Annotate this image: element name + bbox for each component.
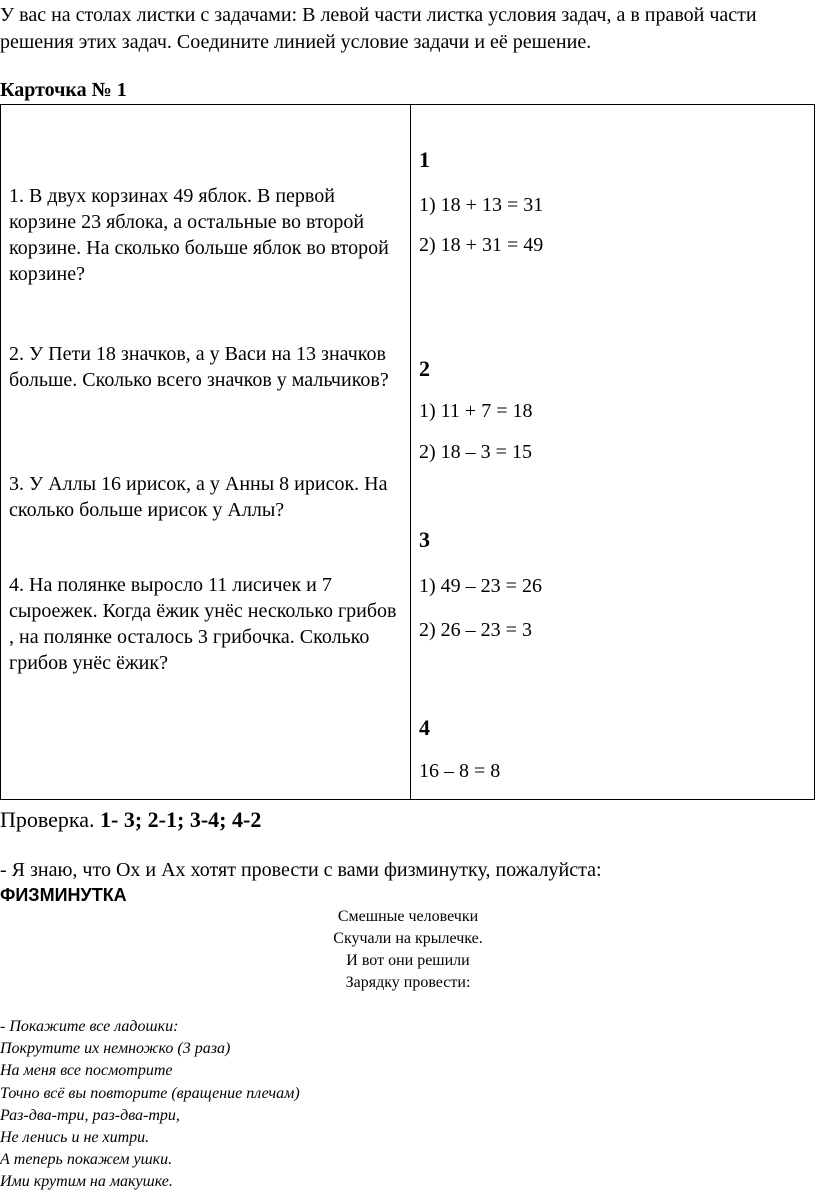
solution-4-line-1: 16 – 8 = 8 — [419, 760, 501, 782]
exercise-instructions — [0, 1016, 300, 1194]
exercise-line: Ими крутим на макушке. — [0, 1173, 173, 1191]
check-answer: 1- 3; 2-1; 3-4; 4-2 — [100, 807, 262, 832]
fizminutka-intro: - Я знаю, что Ох и Ах хотят провести с вами физминутку, пожалуйста: — [0, 859, 602, 881]
task-2: 2. У Пети 18 значков, а у Васи на 13 значков больше. Сколько всего значков у мальчиков? — [9, 343, 389, 391]
solution-3-line-2: 2) 26 – 23 = 3 — [419, 619, 532, 641]
check-line — [0, 806, 261, 834]
task-1: 1. В двух корзинах 49 яблок. В первой корзине 23 яблока, а остальные во второй корзине. На сколько больше яблок во второй корзине? — [9, 185, 389, 285]
solution-1-line-2: 2) 18 + 31 = 49 — [419, 234, 544, 256]
task-4: 4. На полянке выросло 11 лисичек и 7 сыроежек. Когда ёжик унёс несколько грибов , на полянке осталось 3 грибочка. Сколько грибов унёс ёжик? — [9, 574, 397, 674]
exercise-line: Точно всё вы повторите (вращение плечам) — [0, 1084, 300, 1102]
solution-2-line-1: 1) 11 + 7 = 18 — [419, 400, 533, 422]
poem-line: И вот они решили — [346, 952, 470, 969]
task-table — [0, 104, 815, 800]
exercise-line: - Покажите все ладошки: — [0, 1018, 179, 1035]
poem-line: Смешные человечки — [337, 908, 479, 925]
fizminutka-title: ФИЗМИНУТКА — [0, 885, 127, 905]
check-label: Проверка. — [0, 807, 95, 832]
solution-2-line-2: 2) 18 – 3 = 15 — [419, 441, 532, 463]
exercise-line: Не ленись и не хитри. — [0, 1129, 150, 1147]
solution-1-number: 1 — [419, 147, 430, 172]
column-divider — [410, 105, 411, 799]
poem-line: Скучали на крылечке. — [333, 930, 483, 947]
solution-3-number: 3 — [419, 527, 430, 552]
solution-2-number: 2 — [419, 356, 430, 381]
card-title: Карточка № 1 — [0, 79, 127, 101]
exercise-line: На меня все посмотрите — [0, 1062, 173, 1080]
instructions-text: У вас на столах листки с задачами: В левой части листка условия задач, а в правой части решения этих задач. Соедините линией условие задачи и её решение. — [0, 4, 757, 53]
exercise-line: Раз-два-три, раз-два-три, — [0, 1106, 180, 1124]
poem-line: Зарядку провести: — [345, 974, 471, 991]
task-3: 3. У Аллы 16 ирисок, а у Анны 8 ирисок. На сколько больше ирисок у Аллы? — [9, 473, 388, 521]
solution-4-number: 4 — [419, 715, 430, 740]
solution-3-line-1: 1) 49 – 23 = 26 — [419, 575, 542, 597]
poem — [0, 906, 816, 994]
exercise-line: А теперь покажем ушки. — [0, 1151, 173, 1169]
solution-1-line-1: 1) 18 + 13 = 31 — [419, 194, 544, 216]
exercise-line: Покрутите их немножко (3 раза) — [0, 1040, 231, 1058]
